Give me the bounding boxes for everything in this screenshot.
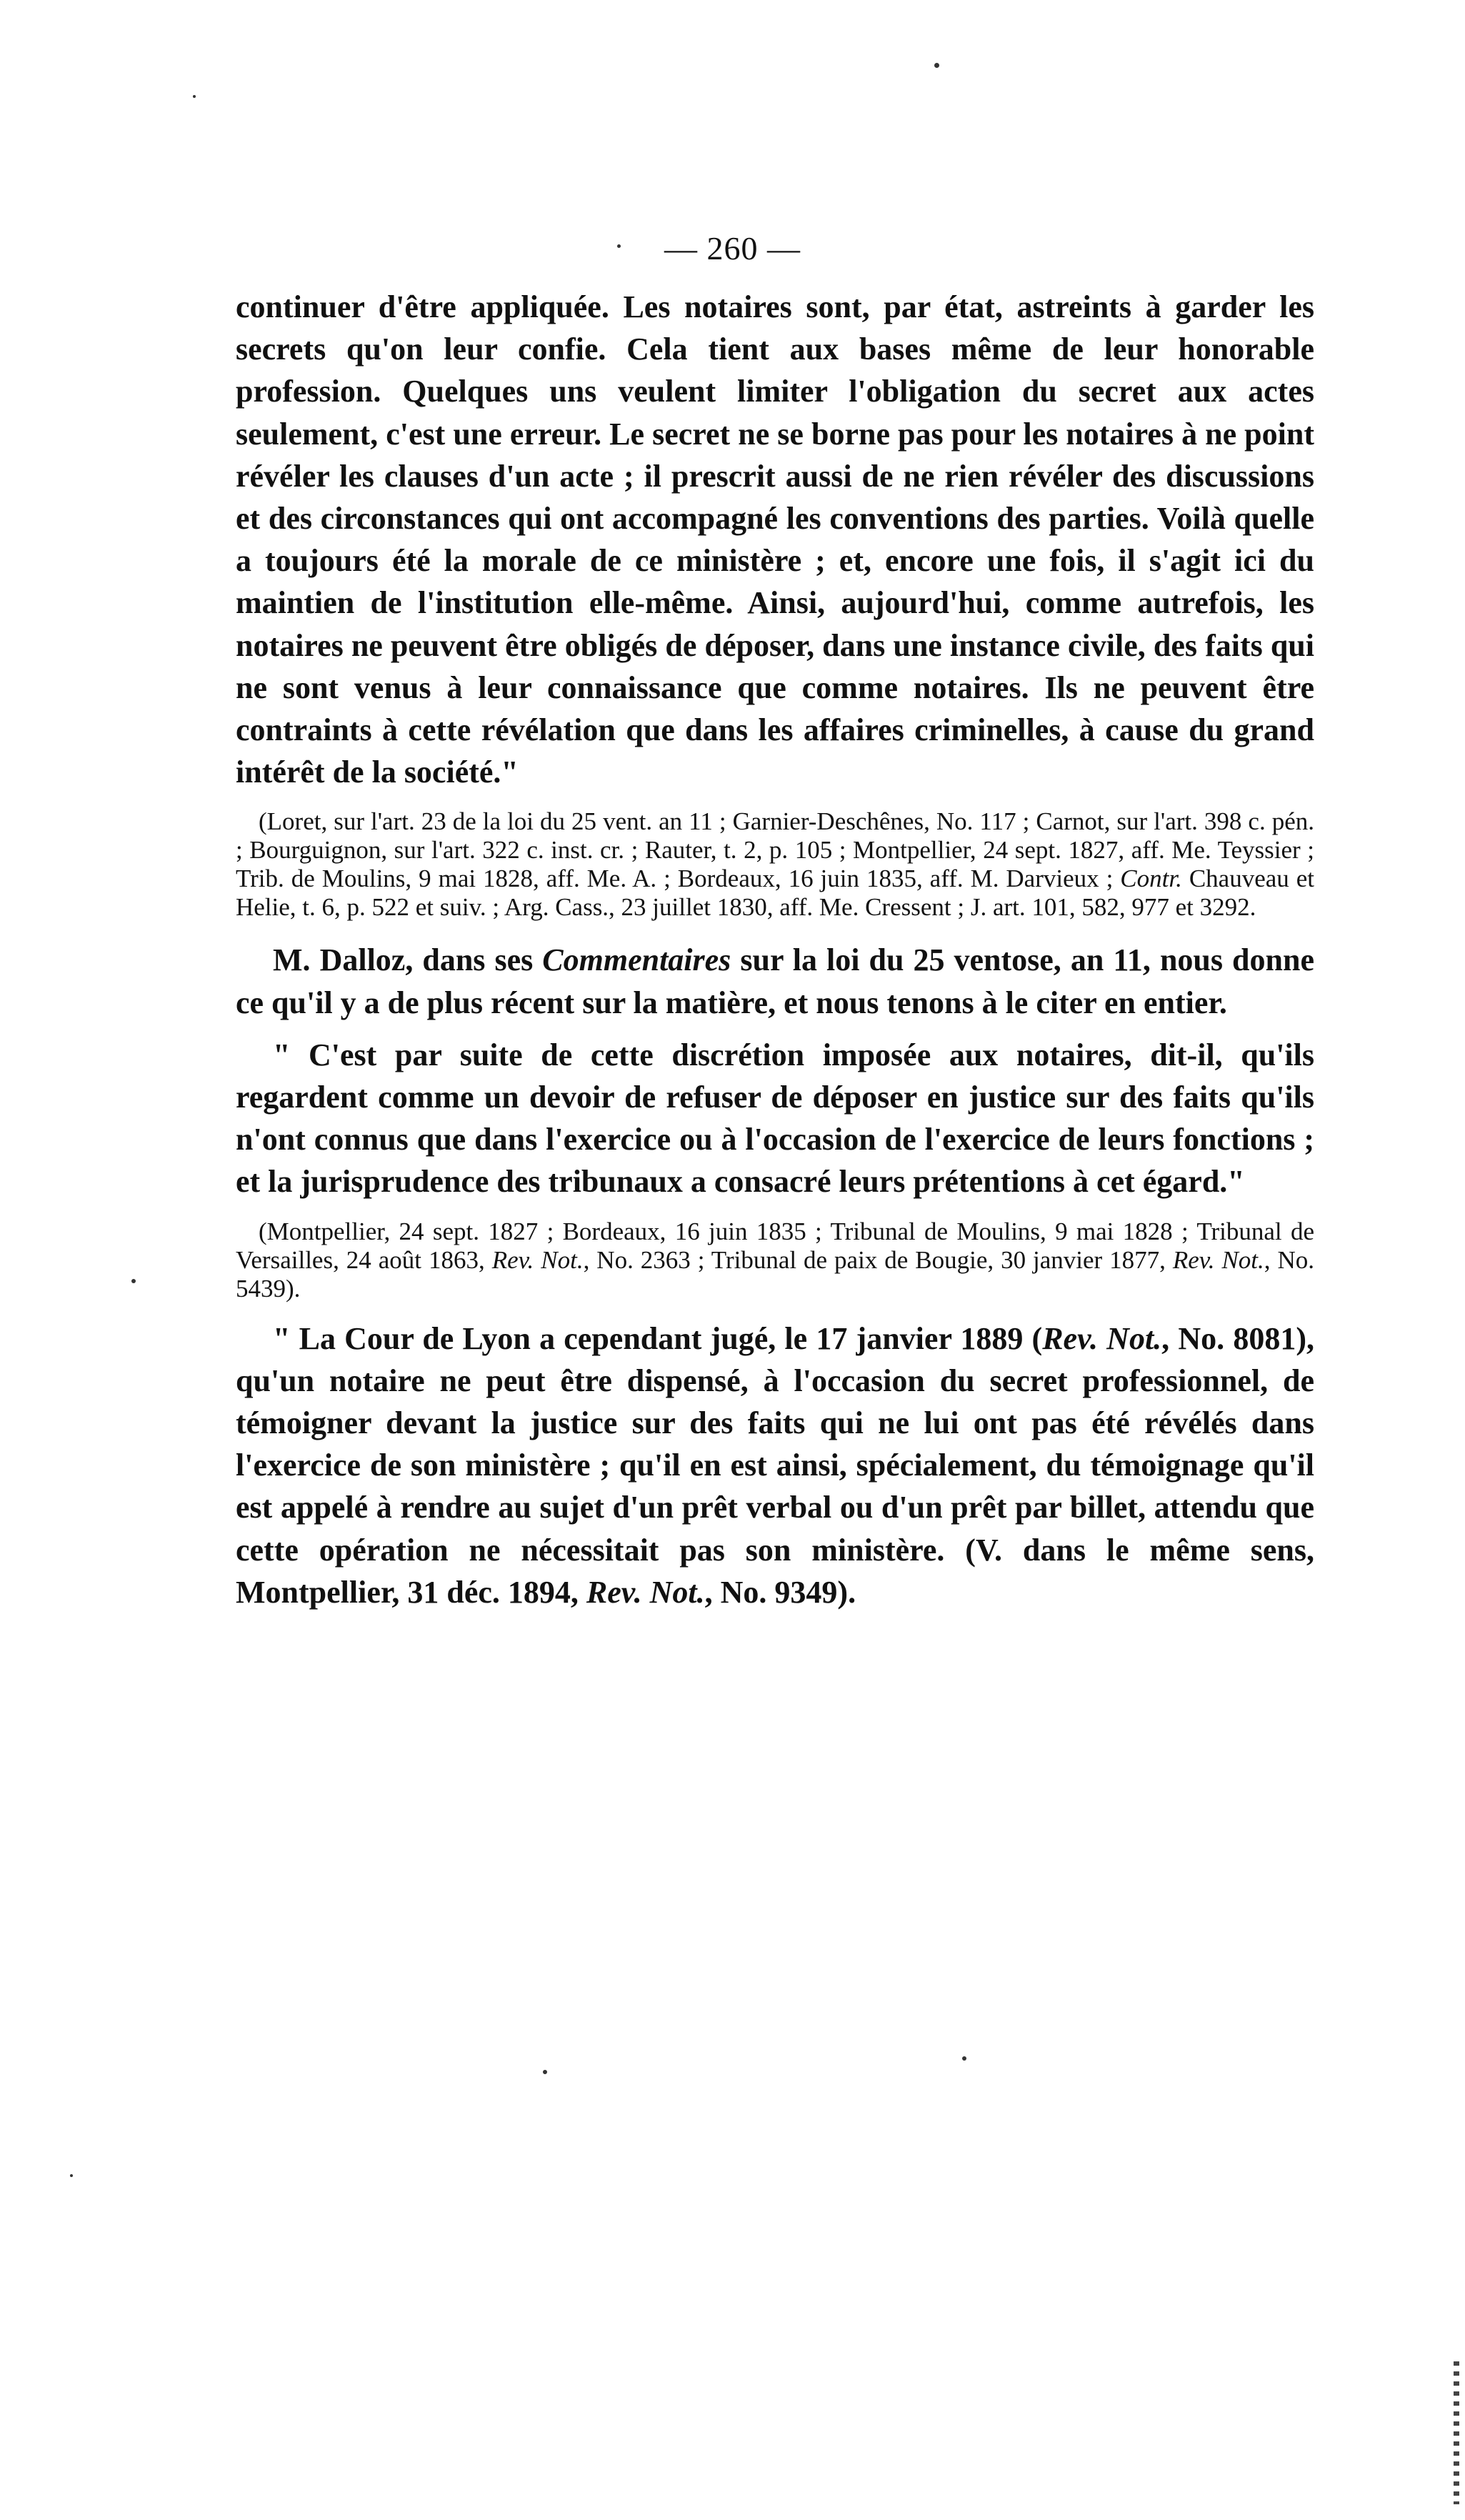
scan-speck (193, 95, 196, 98)
paragraph-lyon-court: " La Cour de Lyon a cependant jugé, le 17 janvier 1889 (Rev. Not., No. 8081), qu'un notaire ne peut être dispensé, à l'occasion du secret professionnel, de témoigner devant la justice sur des faits qui ne lui ont pas été révélés dans l'exercice de son ministère ; qu'il en est ainsi, spécialement, du témoignage qu'il est appelé à rendre au sujet d'un prêt verbal ou d'un prêt par billet, attendu que cette opération ne nécessitait pas son ministère. (V. dans le même sens, Montpellier, 31 déc. 1894, Rev. Not., No. 9349). (236, 1320, 1314, 1610)
paragraph-dalloz: M. Dalloz, dans ses Commentaires sur la loi du 25 ventose, an 11, nous donne ce qu'il y a de plus récent sur la matière, et nous tenons à le citer en entier. (236, 942, 1314, 1020)
citation-references-1: (Loret, sur l'art. 23 de la loi du 25 vent. an 11 ; Garnier-Deschênes, No. 117 ; Carnot, sur l'art. 398 c. pén. ; Bourguignon, sur l'art. 322 c. inst. cr. ; Rauter, t. 2, p. 105 ; Montpellier, 24 sept. 1827, aff. Me. Teyssier ; Trib. de Moulins, 9 mai 1828, aff. Me. A. ; Bordeaux, 16 juin 1835, aff. M. Darvieux ; Contr. Chauveau et Helie, t. 6, p. 522 et suiv. ; Arg. Cass., 23 juillet 1830, aff. Me. Cressent ; J. art. 101, 582, 977 et 3292. (236, 807, 1314, 922)
scan-speck (543, 2070, 547, 2074)
scan-speck (617, 244, 621, 248)
scan-edge-mark (1454, 2361, 1459, 2504)
paragraph-notaries-secret: continuer d'être appliquée. Les notaires sont, par état, astreints à garder les secrets qu'on leur confie. Cela tient aux bases même de leur honorable profession. Quelques uns veulent limiter l'obligation du secret aux actes seulement, c'est une erreur. Le secret ne se borne pas pour les notaires à ne point révéler les clauses d'un acte ; il prescrit aussi de ne rien révéler des discussions et des circonstances qui ont accompagné les conventions des parties. Voilà quelle a toujours été la morale de ce ministère ; et, encore une fois, il s'agit ici du maintien de l'institution elle-même. Ainsi, aujourd'hui, comme autrefois, les notaires ne peuvent être obligés de déposer, dans une instance civile, des faits qui ne sont venus à leur connaissance que comme notaires. Ils ne peuvent être contraints à cette révélation que dans les affaires criminelles, à cause du grand intérêt de la société." (236, 289, 1314, 790)
scan-speck (962, 2056, 966, 2061)
scan-speck (70, 2174, 73, 2177)
scan-speck (131, 1279, 136, 1283)
scan-speck (934, 63, 939, 68)
paragraph-discretion-quote: " C'est par suite de cette discrétion imposée aux notaires, dit-il, qu'ils regardent comme un devoir de refuser de déposer en justice sur des faits qu'ils n'ont connus que dans l'exercice ou à l'occasion de l'exercice de leurs fonctions ; et la jurisprudence des tribunaux a consacré leurs prétentions à cet égard." (236, 1037, 1314, 1200)
citation-references-2: (Montpellier, 24 sept. 1827 ; Bordeaux, 16 juin 1835 ; Tribunal de Moulins, 9 mai 1828 ; Tribunal de Versailles, 24 août 1863, Rev. Not., No. 2363 ; Tribunal de paix de Bougie, 30 janvier 1877, Rev. Not., No. 5439). (236, 1217, 1315, 1303)
page-body (236, 286, 1314, 1613)
page-number: — 260 — (664, 230, 801, 267)
